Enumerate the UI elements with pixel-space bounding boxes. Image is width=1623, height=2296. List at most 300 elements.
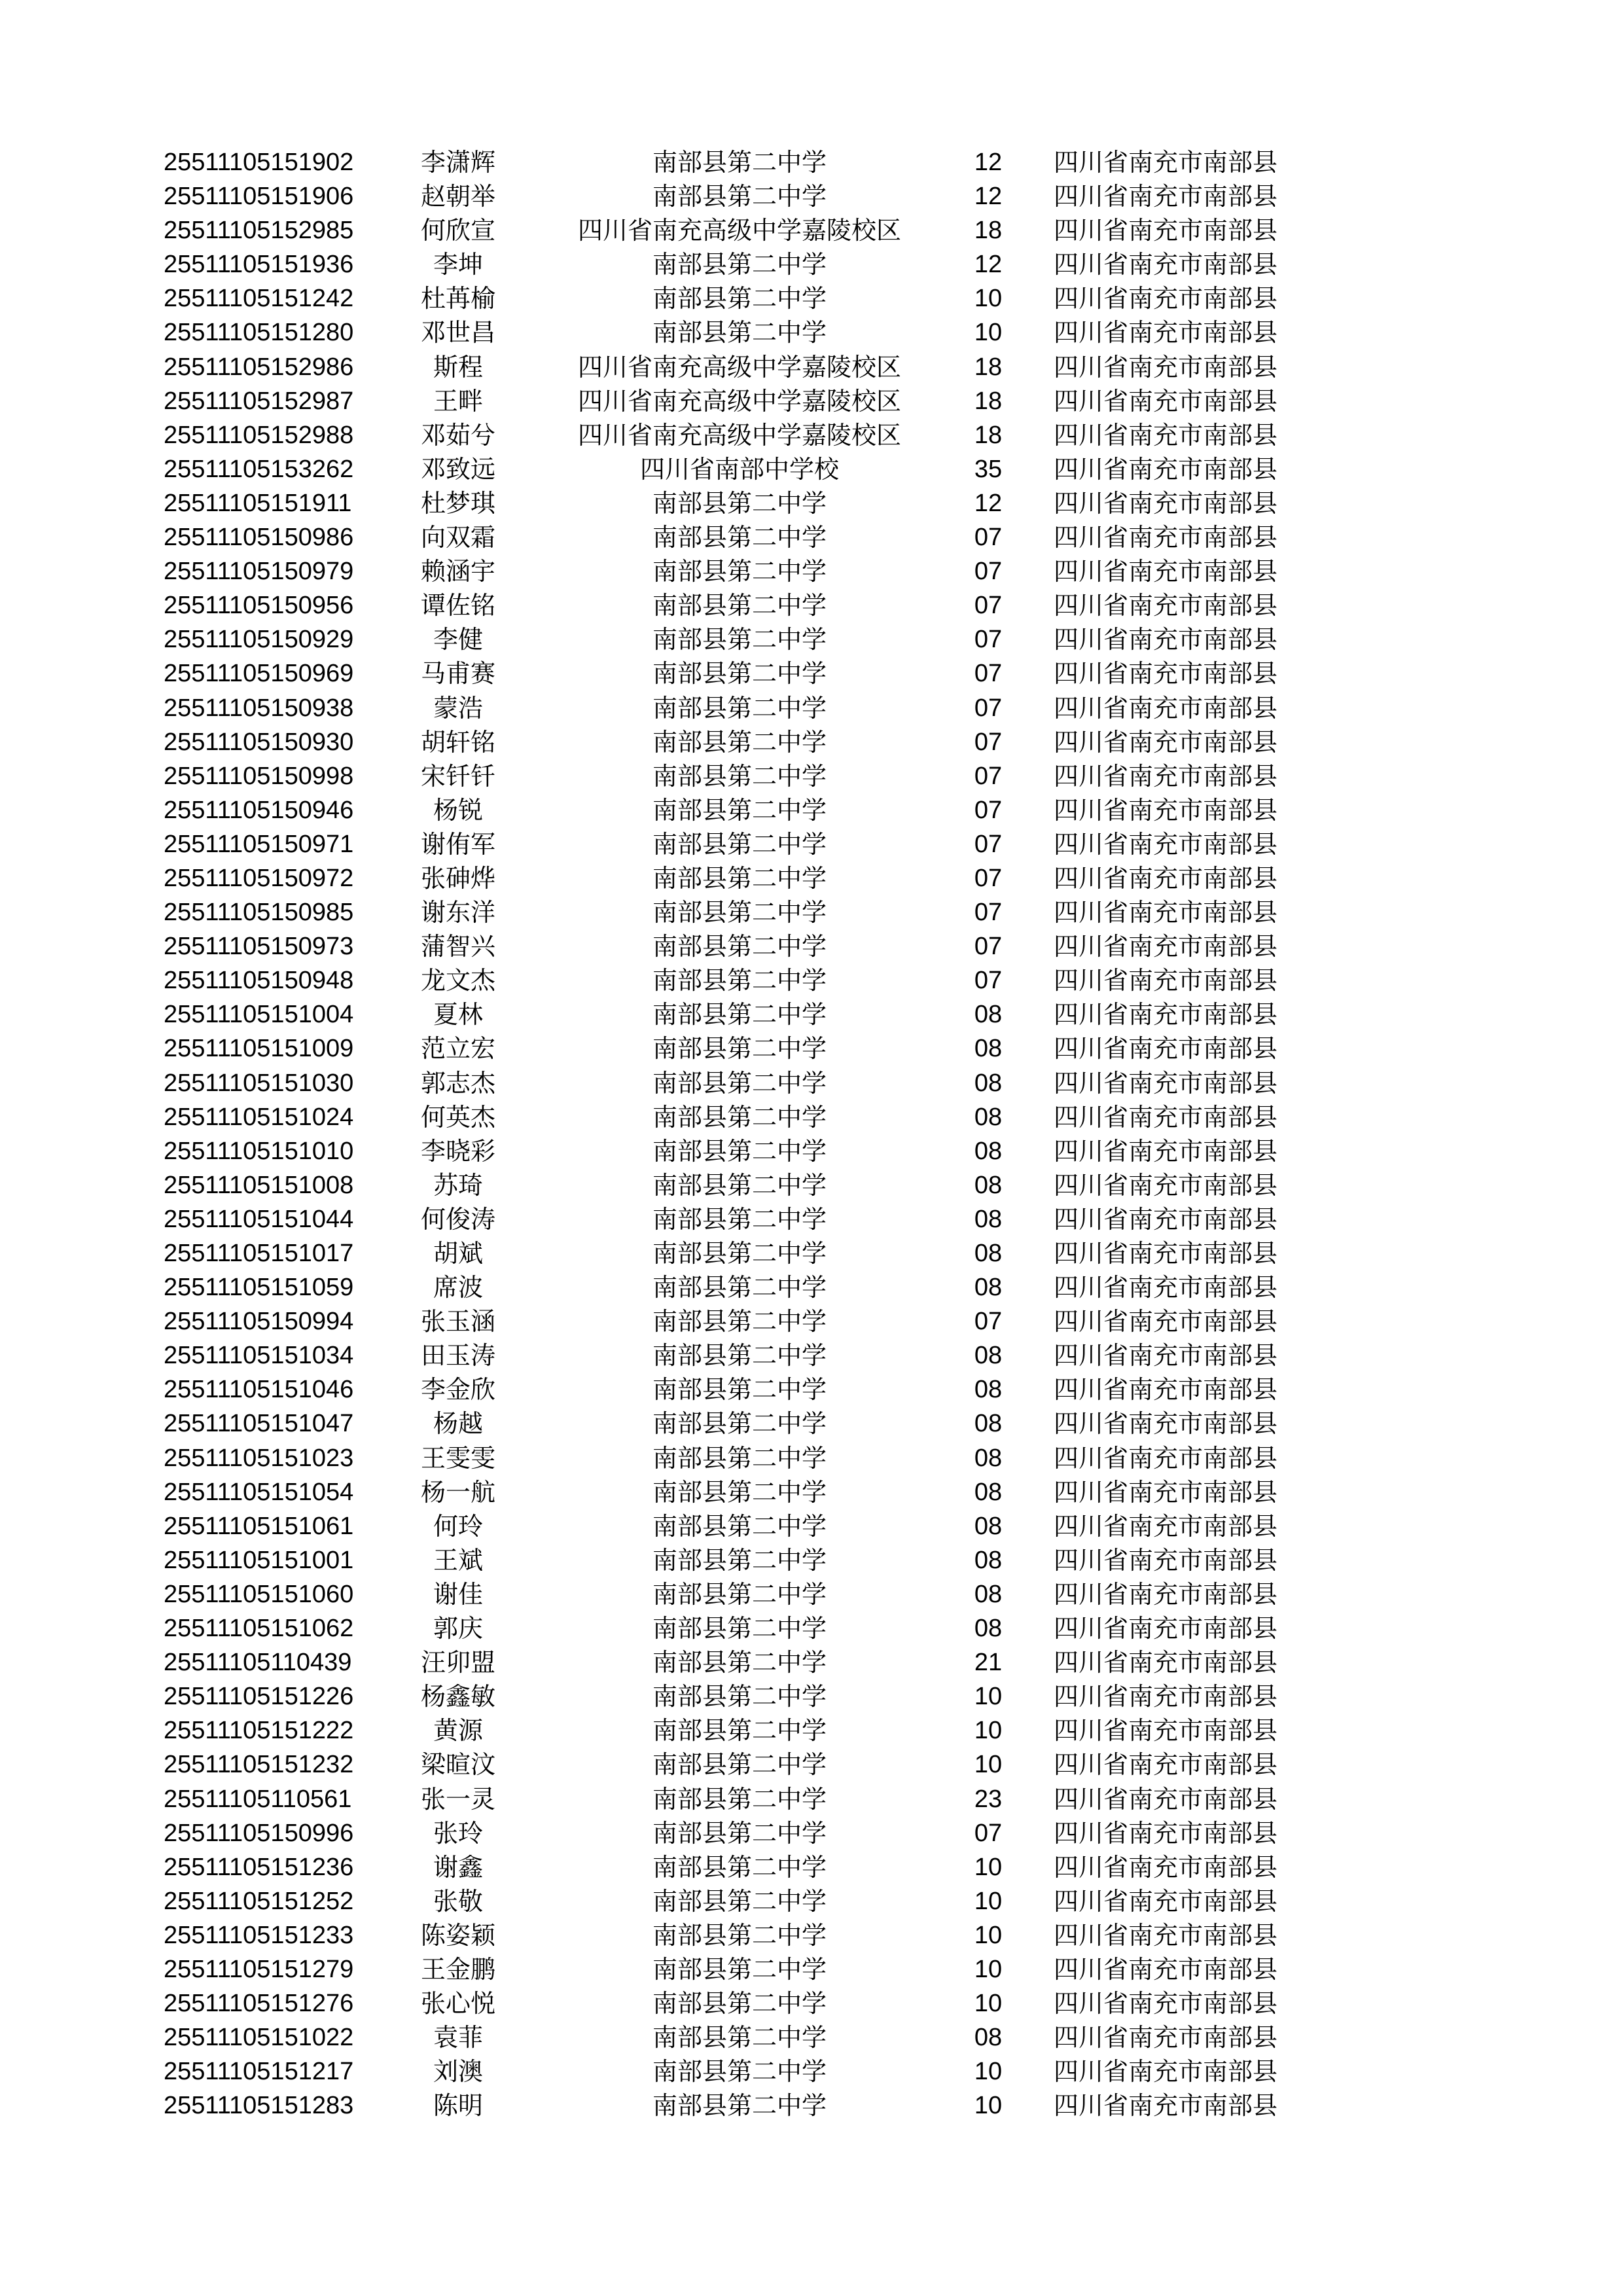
region-cell: 四川省南充市南部县 (1054, 1443, 1278, 1473)
school-cell: 南部县第二中学 (652, 2091, 827, 2121)
school-cell: 南部县第二中学 (652, 1886, 827, 1916)
school-cell: 南部县第二中学 (652, 523, 827, 552)
class-number-cell: 18 (974, 421, 1003, 449)
school-cell: 南部县第二中学 (652, 250, 827, 279)
region-cell: 四川省南充市南部县 (1054, 1886, 1278, 1916)
class-number-cell: 10 (974, 1955, 1003, 1983)
school-cell: 南部县第二中学 (652, 829, 827, 859)
student-id-cell: 25511105152988 (164, 421, 354, 449)
class-number-cell: 08 (974, 1580, 1003, 1608)
student-name-cell: 马甫赛 (420, 659, 495, 689)
school-cell: 南部县第二中学 (652, 1375, 827, 1405)
region-cell: 四川省南充市南部县 (1054, 1852, 1278, 1882)
student-id-cell: 25511105151906 (164, 183, 354, 211)
region-cell: 四川省南充市南部县 (1054, 557, 1278, 586)
school-cell: 四川省南充高级中学嘉陵校区 (577, 216, 901, 245)
school-cell: 南部县第二中学 (652, 1102, 827, 1132)
student-name-cell: 赵朝举 (420, 182, 495, 211)
school-cell: 南部县第二中学 (652, 1682, 827, 1712)
class-number-cell: 08 (974, 1376, 1003, 1404)
table-row (0, 350, 1623, 384)
region-cell: 四川省南充市南部县 (1054, 1682, 1278, 1712)
student-name-cell: 赖涵宇 (420, 557, 495, 586)
class-number-cell: 10 (974, 1751, 1003, 1779)
table-row (0, 759, 1623, 793)
region-cell: 四川省南充市南部县 (1054, 454, 1278, 484)
school-cell: 四川省南部中学校 (639, 454, 839, 484)
region-cell: 四川省南充市南部县 (1054, 420, 1278, 450)
student-id-cell: 25511105151936 (164, 251, 354, 279)
student-id-cell: 25511105150972 (164, 864, 354, 892)
school-cell: 南部县第二中学 (652, 1511, 827, 1541)
region-cell: 四川省南充市南部县 (1054, 523, 1278, 552)
student-id-cell: 25511105151226 (164, 1683, 354, 1711)
table-row (0, 1168, 1623, 1202)
school-cell: 南部县第二中学 (652, 1545, 827, 1575)
school-cell: 南部县第二中学 (652, 318, 827, 348)
class-number-cell: 18 (974, 387, 1003, 415)
region-cell: 四川省南充市南部县 (1054, 795, 1278, 825)
region-cell: 四川省南充市南部县 (1054, 1375, 1278, 1405)
class-number-cell: 07 (974, 967, 1003, 995)
student-name-cell: 袁菲 (433, 2023, 483, 2053)
class-number-cell: 08 (974, 1410, 1003, 1438)
table-row (0, 281, 1623, 315)
class-number-cell: 08 (974, 1205, 1003, 1233)
student-id-cell: 25511105151024 (164, 1103, 354, 1131)
student-id-cell: 25511105151902 (164, 149, 354, 176)
table-row (0, 588, 1623, 622)
student-name-cell: 何俊涛 (420, 1204, 495, 1234)
school-cell: 南部县第二中学 (652, 1818, 827, 1848)
region-cell: 四川省南充市南部县 (1054, 1511, 1278, 1541)
student-id-cell: 25511105151222 (164, 1717, 354, 1745)
region-cell: 四川省南充市南部县 (1054, 148, 1278, 177)
table-row (0, 2054, 1623, 2089)
school-cell: 南部县第二中学 (652, 2057, 827, 2087)
class-number-cell: 10 (974, 319, 1003, 347)
student-id-cell: 25511105151061 (164, 1512, 354, 1540)
school-cell: 南部县第二中学 (652, 1477, 827, 1507)
student-id-cell: 25511105150948 (164, 967, 354, 995)
table-row (0, 384, 1623, 418)
school-cell: 南部县第二中学 (652, 1068, 827, 1098)
school-cell: 南部县第二中学 (652, 488, 827, 518)
class-number-cell: 07 (974, 592, 1003, 620)
school-cell: 南部县第二中学 (652, 727, 827, 757)
class-number-cell: 08 (974, 1035, 1003, 1063)
student-name-cell: 范立宏 (420, 1034, 495, 1064)
table-row (0, 520, 1623, 554)
region-cell: 四川省南充市南部县 (1054, 1545, 1278, 1575)
student-name-cell: 谭佐铭 (420, 591, 495, 620)
class-number-cell: 10 (974, 285, 1003, 313)
region-cell: 四川省南充市南部县 (1054, 1648, 1278, 1677)
class-number-cell: 07 (974, 762, 1003, 790)
class-number-cell: 07 (974, 728, 1003, 756)
class-number-cell: 07 (974, 899, 1003, 927)
school-cell: 南部县第二中学 (652, 284, 827, 314)
table-row (0, 1441, 1623, 1475)
student-name-cell: 陈姿颖 (420, 1920, 495, 1950)
region-cell: 四川省南充市南部县 (1054, 318, 1278, 348)
class-number-cell: 08 (974, 1103, 1003, 1131)
class-number-cell: 08 (974, 1546, 1003, 1574)
region-cell: 四川省南充市南部县 (1054, 1102, 1278, 1132)
class-number-cell: 08 (974, 1137, 1003, 1165)
student-id-cell: 25511105151232 (164, 1751, 354, 1779)
student-name-cell: 张玲 (433, 1818, 483, 1848)
school-cell: 四川省南充高级中学嘉陵校区 (577, 420, 901, 450)
student-name-cell: 邓致远 (420, 454, 495, 484)
student-id-cell: 25511105150985 (164, 899, 354, 927)
student-id-cell: 25511105151242 (164, 285, 354, 313)
school-cell: 南部县第二中学 (652, 761, 827, 791)
school-cell: 南部县第二中学 (652, 1852, 827, 1882)
school-cell: 南部县第二中学 (652, 1614, 827, 1643)
student-name-cell: 王金鹏 (420, 1954, 495, 1984)
table-row (0, 725, 1623, 759)
school-cell: 南部县第二中学 (652, 1000, 827, 1030)
table-row (0, 554, 1623, 588)
student-id-cell: 25511105150969 (164, 660, 354, 688)
table-row (0, 1475, 1623, 1509)
region-cell: 四川省南充市南部县 (1054, 1750, 1278, 1780)
student-name-cell: 胡轩铭 (420, 727, 495, 757)
student-id-cell: 25511105151911 (164, 489, 352, 517)
table-row (0, 179, 1623, 213)
class-number-cell: 12 (974, 149, 1003, 176)
student-name-cell: 王畔 (433, 386, 483, 416)
class-number-cell: 07 (974, 1819, 1003, 1847)
school-cell: 南部县第二中学 (652, 1034, 827, 1064)
region-cell: 四川省南充市南部县 (1054, 2091, 1278, 2121)
student-name-cell: 陈明 (433, 2091, 483, 2121)
class-number-cell: 10 (974, 2092, 1003, 2120)
student-id-cell: 25511105151217 (164, 2058, 354, 2086)
class-number-cell: 08 (974, 1444, 1003, 1472)
class-number-cell: 08 (974, 1342, 1003, 1370)
class-number-cell: 08 (974, 1240, 1003, 1267)
student-name-cell: 杨一航 (420, 1477, 495, 1507)
region-cell: 四川省南充市南部县 (1054, 1409, 1278, 1439)
student-id-cell: 25511105150929 (164, 626, 354, 654)
student-name-cell: 龙文杰 (420, 966, 495, 996)
student-name-cell: 邓茹兮 (420, 420, 495, 450)
table-row (0, 656, 1623, 691)
region-cell: 四川省南充市南部县 (1054, 829, 1278, 859)
region-cell: 四川省南充市南部县 (1054, 284, 1278, 314)
school-cell: 南部县第二中学 (652, 1341, 827, 1371)
table-row (0, 213, 1623, 247)
student-name-cell: 张玉涵 (420, 1307, 495, 1336)
class-number-cell: 08 (974, 2024, 1003, 2052)
student-name-cell: 李晓彩 (420, 1136, 495, 1166)
student-id-cell: 25511105151062 (164, 1615, 354, 1643)
school-cell: 南部县第二中学 (652, 1170, 827, 1200)
student-name-cell: 王雯雯 (420, 1443, 495, 1473)
student-name-cell: 蒲智兴 (420, 932, 495, 961)
school-cell: 南部县第二中学 (652, 863, 827, 893)
table-row (0, 486, 1623, 520)
student-id-cell: 25511105151283 (164, 2092, 354, 2120)
region-cell: 四川省南充市南部县 (1054, 863, 1278, 893)
school-cell: 南部县第二中学 (652, 557, 827, 586)
student-name-cell: 蒙浩 (433, 693, 483, 723)
student-name-cell: 梁暄汶 (420, 1750, 495, 1780)
table-row (0, 1850, 1623, 1884)
student-name-cell: 杨越 (433, 1409, 483, 1439)
school-cell: 南部县第二中学 (652, 1784, 827, 1814)
school-cell: 南部县第二中学 (652, 659, 827, 689)
class-number-cell: 12 (974, 251, 1003, 279)
student-name-cell: 邓世昌 (420, 318, 495, 348)
class-number-cell: 07 (974, 1308, 1003, 1336)
table-row (0, 1509, 1623, 1543)
region-cell: 四川省南充市南部县 (1054, 1136, 1278, 1166)
student-name-cell: 杨锐 (433, 795, 483, 825)
school-cell: 南部县第二中学 (652, 625, 827, 655)
school-cell: 南部县第二中学 (652, 1989, 827, 2018)
region-cell: 四川省南充市南部县 (1054, 488, 1278, 518)
table-row (0, 1202, 1623, 1236)
table-row (0, 1884, 1623, 1918)
school-cell: 南部县第二中学 (652, 1954, 827, 1984)
table-row (0, 145, 1623, 179)
student-id-cell: 25511105150994 (164, 1308, 354, 1336)
student-name-cell: 张一灵 (420, 1784, 495, 1814)
table-row (0, 793, 1623, 827)
student-id-cell: 25511105151060 (164, 1580, 354, 1608)
region-cell: 四川省南充市南部县 (1054, 386, 1278, 416)
student-name-cell: 郭志杰 (420, 1068, 495, 1098)
student-id-cell: 25511105151009 (164, 1035, 354, 1063)
table-row (0, 1066, 1623, 1100)
student-name-cell: 李健 (433, 625, 483, 655)
student-name-cell: 谢东洋 (420, 898, 495, 927)
table-row (0, 1816, 1623, 1850)
region-cell: 四川省南充市南部县 (1054, 2057, 1278, 2087)
table-row (0, 452, 1623, 486)
school-cell: 南部县第二中学 (652, 148, 827, 177)
student-id-cell: 25511105150973 (164, 933, 354, 961)
school-cell: 南部县第二中学 (652, 1409, 827, 1439)
student-id-cell: 25511105151279 (164, 1955, 354, 1983)
student-id-cell: 25511105151030 (164, 1069, 354, 1097)
student-id-cell: 25511105151008 (164, 1171, 354, 1199)
student-name-cell: 夏林 (433, 1000, 483, 1030)
table-row (0, 1270, 1623, 1304)
class-number-cell: 08 (974, 1171, 1003, 1199)
table-row (0, 1134, 1623, 1168)
student-id-cell: 25511105151059 (164, 1274, 354, 1302)
student-id-cell: 25511105151233 (164, 1921, 354, 1949)
table-row (0, 861, 1623, 895)
student-name-cell: 李潇辉 (420, 148, 495, 177)
school-cell: 南部县第二中学 (652, 1204, 827, 1234)
school-cell: 南部县第二中学 (652, 1239, 827, 1268)
table-row (0, 929, 1623, 963)
table-row (0, 827, 1623, 861)
class-number-cell: 07 (974, 796, 1003, 824)
region-cell: 四川省南充市南部县 (1054, 250, 1278, 279)
school-cell: 四川省南充高级中学嘉陵校区 (577, 386, 901, 416)
student-name-cell: 席波 (433, 1273, 483, 1302)
student-name-cell: 张砷烨 (420, 863, 495, 893)
student-id-cell: 25511105150930 (164, 728, 354, 756)
region-cell: 四川省南充市南部县 (1054, 352, 1278, 382)
student-id-cell: 25511105151022 (164, 2024, 354, 2052)
student-id-cell: 25511105150996 (164, 1819, 354, 1847)
region-cell: 四川省南充市南部县 (1054, 182, 1278, 211)
region-cell: 四川省南充市南部县 (1054, 1784, 1278, 1814)
region-cell: 四川省南充市南部县 (1054, 1989, 1278, 2018)
student-name-cell: 王斌 (433, 1545, 483, 1575)
region-cell: 四川省南充市南部县 (1054, 1614, 1278, 1643)
school-cell: 南部县第二中学 (652, 966, 827, 996)
student-id-cell: 25511105151054 (164, 1478, 354, 1506)
table-row (0, 418, 1623, 452)
table-row (0, 315, 1623, 350)
student-name-cell: 杨鑫敏 (420, 1682, 495, 1712)
student-name-cell: 何欣宣 (420, 216, 495, 245)
table-row (0, 1372, 1623, 1407)
table-row (0, 895, 1623, 929)
table-row (0, 1952, 1623, 1986)
student-id-cell: 25511105152986 (164, 353, 354, 381)
region-cell: 四川省南充市南部县 (1054, 966, 1278, 996)
region-cell: 四川省南充市南部县 (1054, 761, 1278, 791)
class-number-cell: 18 (974, 217, 1003, 245)
student-name-cell: 胡斌 (433, 1239, 483, 1268)
student-name-cell: 何英杰 (420, 1102, 495, 1132)
class-number-cell: 08 (974, 1512, 1003, 1540)
table-row (0, 1713, 1623, 1748)
student-id-cell: 25511105150946 (164, 796, 354, 824)
student-name-cell: 郭庆 (433, 1614, 483, 1643)
table-row (0, 1304, 1623, 1338)
student-id-cell: 25511105150956 (164, 592, 354, 620)
school-cell: 南部县第二中学 (652, 1648, 827, 1677)
student-id-cell: 25511105150986 (164, 524, 354, 552)
table-row (0, 997, 1623, 1031)
table-row (0, 1236, 1623, 1270)
student-id-cell: 25511105150971 (164, 830, 354, 858)
region-cell: 四川省南充市南部县 (1054, 625, 1278, 655)
student-id-cell: 25511105151017 (164, 1240, 354, 1267)
student-name-cell: 杜苒榆 (420, 284, 495, 314)
student-id-cell: 25511105151034 (164, 1342, 354, 1370)
school-cell: 南部县第二中学 (652, 795, 827, 825)
class-number-cell: 10 (974, 1717, 1003, 1745)
table-row (0, 2020, 1623, 2054)
school-cell: 南部县第二中学 (652, 591, 827, 620)
class-number-cell: 35 (974, 455, 1003, 483)
school-cell: 南部县第二中学 (652, 1443, 827, 1473)
student-id-cell: 25511105153262 (164, 455, 354, 483)
table-row (0, 1986, 1623, 2020)
class-number-cell: 21 (974, 1649, 1003, 1677)
region-cell: 四川省南充市南部县 (1054, 659, 1278, 689)
student-name-cell: 苏琦 (433, 1170, 483, 1200)
table-row (0, 1407, 1623, 1441)
school-cell: 南部县第二中学 (652, 1273, 827, 1302)
student-name-cell: 斯程 (433, 352, 483, 382)
student-id-cell: 25511105151046 (164, 1376, 354, 1404)
student-id-cell: 25511105110561 (164, 1785, 352, 1813)
class-number-cell: 07 (974, 524, 1003, 552)
school-cell: 南部县第二中学 (652, 1579, 827, 1609)
region-cell: 四川省南充市南部县 (1054, 1307, 1278, 1336)
student-id-cell: 25511105151044 (164, 1205, 354, 1233)
table-row (0, 1338, 1623, 1372)
region-cell: 四川省南充市南部县 (1054, 591, 1278, 620)
class-number-cell: 07 (974, 660, 1003, 688)
table-row (0, 1031, 1623, 1066)
table-row (0, 963, 1623, 997)
student-name-cell: 李金欣 (420, 1375, 495, 1405)
table-row (0, 691, 1623, 725)
student-id-cell: 25511105150938 (164, 694, 354, 722)
region-cell: 四川省南充市南部县 (1054, 1239, 1278, 1268)
class-number-cell: 07 (974, 830, 1003, 858)
student-name-cell: 谢鑫 (433, 1852, 483, 1882)
school-cell: 四川省南充高级中学嘉陵校区 (577, 352, 901, 382)
table-row (0, 1748, 1623, 1782)
class-number-cell: 07 (974, 626, 1003, 654)
class-number-cell: 07 (974, 933, 1003, 961)
school-cell: 南部县第二中学 (652, 932, 827, 961)
student-name-cell: 宋钎钎 (420, 761, 495, 791)
table-row (0, 1679, 1623, 1713)
student-id-cell: 25511105151280 (164, 319, 354, 347)
region-cell: 四川省南充市南部县 (1054, 727, 1278, 757)
student-id-cell: 25511105110439 (164, 1649, 352, 1677)
student-id-cell: 25511105151004 (164, 1001, 354, 1029)
student-id-cell: 25511105151252 (164, 1887, 354, 1915)
student-id-cell: 25511105151047 (164, 1410, 354, 1438)
region-cell: 四川省南充市南部县 (1054, 898, 1278, 927)
table-row (0, 247, 1623, 281)
class-number-cell: 10 (974, 1853, 1003, 1881)
student-name-cell: 田玉涛 (420, 1341, 495, 1371)
class-number-cell: 07 (974, 558, 1003, 586)
student-name-cell: 李坤 (433, 250, 483, 279)
student-id-cell: 25511105151023 (164, 1444, 354, 1472)
region-cell: 四川省南充市南部县 (1054, 2023, 1278, 2053)
class-number-cell: 08 (974, 1615, 1003, 1643)
region-cell: 四川省南充市南部县 (1054, 1204, 1278, 1234)
class-number-cell: 23 (974, 1785, 1003, 1813)
student-name-cell: 黄源 (433, 1716, 483, 1746)
class-number-cell: 08 (974, 1478, 1003, 1506)
class-number-cell: 08 (974, 1069, 1003, 1097)
region-cell: 四川省南充市南部县 (1054, 932, 1278, 961)
table-row (0, 1645, 1623, 1679)
student-list (0, 145, 1623, 2123)
school-cell: 南部县第二中学 (652, 1716, 827, 1746)
table-row (0, 1918, 1623, 1952)
region-cell: 四川省南充市南部县 (1054, 1716, 1278, 1746)
class-number-cell: 10 (974, 1921, 1003, 1949)
class-number-cell: 10 (974, 1990, 1003, 2018)
school-cell: 南部县第二中学 (652, 2023, 827, 2053)
region-cell: 四川省南充市南部县 (1054, 1034, 1278, 1064)
table-row (0, 2089, 1623, 2123)
student-id-cell: 25511105151001 (164, 1546, 354, 1574)
region-cell: 四川省南充市南部县 (1054, 1477, 1278, 1507)
region-cell: 四川省南充市南部县 (1054, 1068, 1278, 1098)
